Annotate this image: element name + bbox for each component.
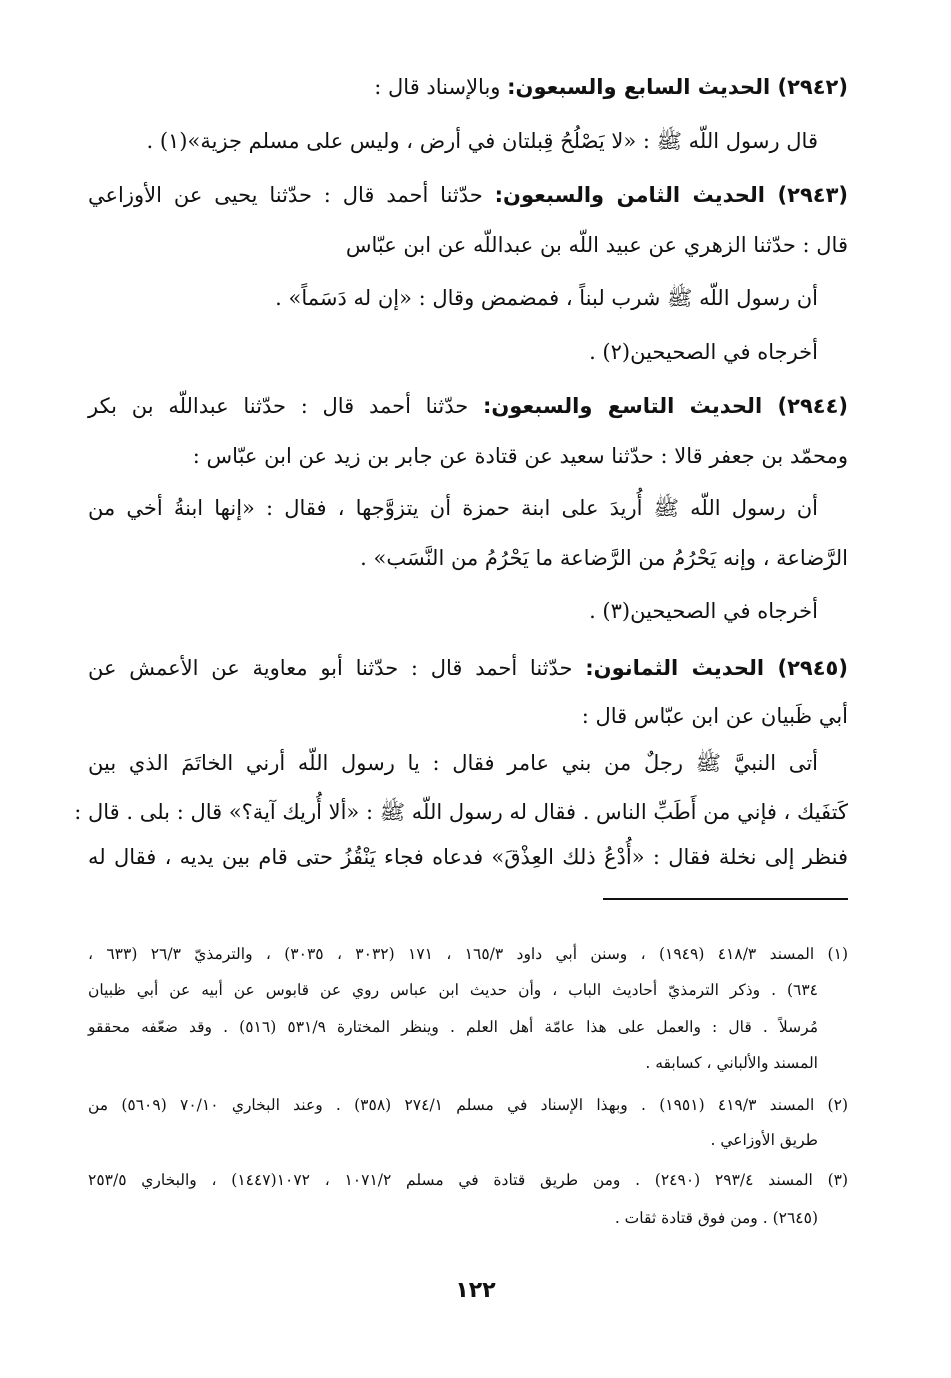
hadith-2944-isnad-cont bbox=[88, 439, 848, 473]
hadith-2943-isnad bbox=[88, 178, 848, 212]
hadith-heading: (٢٩٤٤) الحديث التاسع والسبعون: bbox=[482, 394, 849, 418]
hadith-2943-isnad-cont bbox=[88, 228, 848, 262]
footnote-1-line-3: مُرسلاً . قال : والعمل على هذا عامّة أهل العلم . وينظر المختارة ٥٣١/٩ (٥١٦) . وقد ضعّفه محققو bbox=[88, 1018, 819, 1036]
footnote-2-line-1: (٢) المسند ٤١٩/٣ (١٩٥١) . وبهذا الإسناد في مسلم ٢٧٤/١ (٣٥٨) . وعند البخاري ٧٠/١٠ (٥٦٠٩) من bbox=[88, 1096, 848, 1114]
isnad-text: أبي ظَبيان عن ابن عبّاس قال : bbox=[581, 704, 848, 728]
footnote-1-line-1: (١) المسند ٤١٨/٣ (١٩٤٩) ، وسنن أبي داود ١٦٥/٣ ، ١٧١ (٣٠٣٢ ، ٣٠٣٥) ، والترمذيّ ٢٦/٣ (٦٣٣ ، bbox=[88, 945, 848, 963]
matn-text: كَتفَيك ، فإني من أَطَبِّ الناس . فقال له رسول اللّه ﷺ : «ألا أُريك آية؟» قال : بلى . قال : bbox=[74, 800, 848, 824]
hadith-2945-matn-1 bbox=[88, 746, 848, 780]
isnad-text: قال : حدّثنا الزهري عن عبيد اللّه بن عبداللّه عن ابن عبّاس bbox=[345, 233, 848, 257]
hadith-heading: (٢٩٤٢) الحديث السابع والسبعون: bbox=[507, 75, 848, 99]
isnad-text: حدّثنا أحمد قال : حدّثنا يحيى عن الأوزاعي bbox=[88, 183, 495, 207]
hadith-2944-matn-1 bbox=[88, 491, 848, 525]
hadith-heading: (٢٩٤٣) الحديث الثامن والسبعون: bbox=[494, 183, 849, 207]
hadith-2943-matn bbox=[88, 281, 848, 315]
hadith-heading: (٢٩٤٥) الحديث الثمانون: bbox=[585, 656, 848, 680]
footnote-1-line-4: المسند والألباني ، كسابقه . bbox=[645, 1054, 818, 1072]
footnote-1-line-2: ٦٣٤) . وذكر الترمذيّ أحاديث الباب ، وأن حديث ابن عباس روي عن قابوس عن أبيه عن أبي ظبيان bbox=[88, 981, 818, 999]
hadith-2944-isnad bbox=[88, 389, 848, 423]
matn-text: أن رسول اللّه ﷺ شرب لبناً ، فمضمض وقال : «إن له دَسَماً» . bbox=[275, 286, 818, 310]
matn-text: أتى النبيَّ ﷺ رجلٌ من بني عامر فقال : يا رسول اللّه أرني الخاتَمَ الذي بين bbox=[88, 751, 818, 775]
footnote-separator bbox=[603, 898, 848, 900]
isnad-text: حدّثنا أحمد قال : حدّثنا أبو معاوية عن الأعمش عن bbox=[88, 656, 586, 680]
hadith-2945-matn-2 bbox=[74, 795, 848, 829]
matn-text: أن رسول اللّه ﷺ أُريدَ على ابنة حمزة أن يتزوَّجها ، فقال : «إنها ابنةُ أخي من bbox=[88, 496, 818, 520]
matn-text: الرَّضاعة ، وإنه يَحْرُمُ من الرَّضاعة ما يَحْرُمُ من النَّسَب» . bbox=[360, 546, 848, 570]
hadith-2944-matn-2 bbox=[88, 541, 848, 575]
footnote-2-line-2: طريق الأوزاعي . bbox=[710, 1131, 818, 1149]
hadith-2945-isnad-cont bbox=[88, 699, 848, 733]
footnote-3-line-1: (٣) المسند ٢٩٣/٤ (٢٤٩٠) . ومن طريق قتادة في مسلم ١٠٧١/٢ ، ١٠٧٢(١٤٤٧) ، والبخاري ٢٥٣/٥ bbox=[88, 1171, 849, 1189]
takhrij-text: أخرجاه في الصحيحين(٢) . bbox=[589, 340, 818, 364]
hadith-2942-isnad bbox=[88, 70, 848, 104]
matn-text: فنظر إلى نخلة فقال : «أُدْعُ ذلك العِذْقَ» فدعاه فجاء يَنْقُزُ حتى قام بين يديه ، فقال له bbox=[88, 845, 848, 869]
isnad-text: وبالإسناد قال : bbox=[374, 75, 508, 99]
hadith-2945-matn-3 bbox=[88, 840, 848, 874]
matn-text: قال رسول اللّه ﷺ : «لا يَصْلُحُ قِبلتان في أرض ، وليس على مسلم جزية»(١) . bbox=[146, 129, 818, 153]
isnad-text: حدّثنا أحمد قال : حدّثنا عبداللّه بن بكر bbox=[88, 394, 483, 418]
hadith-2944-takhrij bbox=[88, 594, 848, 628]
takhrij-text: أخرجاه في الصحيحين(٣) . bbox=[589, 599, 818, 623]
page-number: ١٢٢ bbox=[455, 1278, 496, 1303]
hadith-2945-isnad bbox=[88, 651, 848, 685]
hadith-2942-matn bbox=[88, 124, 848, 158]
isnad-text: ومحمّد بن جعفر قالا : حدّثنا سعيد عن قتادة عن جابر بن زيد عن ابن عبّاس : bbox=[192, 444, 848, 468]
footnote-3-line-2: (٢٦٤٥) . ومن فوق قتادة ثقات . bbox=[614, 1209, 818, 1227]
hadith-2943-takhrij bbox=[88, 335, 848, 369]
